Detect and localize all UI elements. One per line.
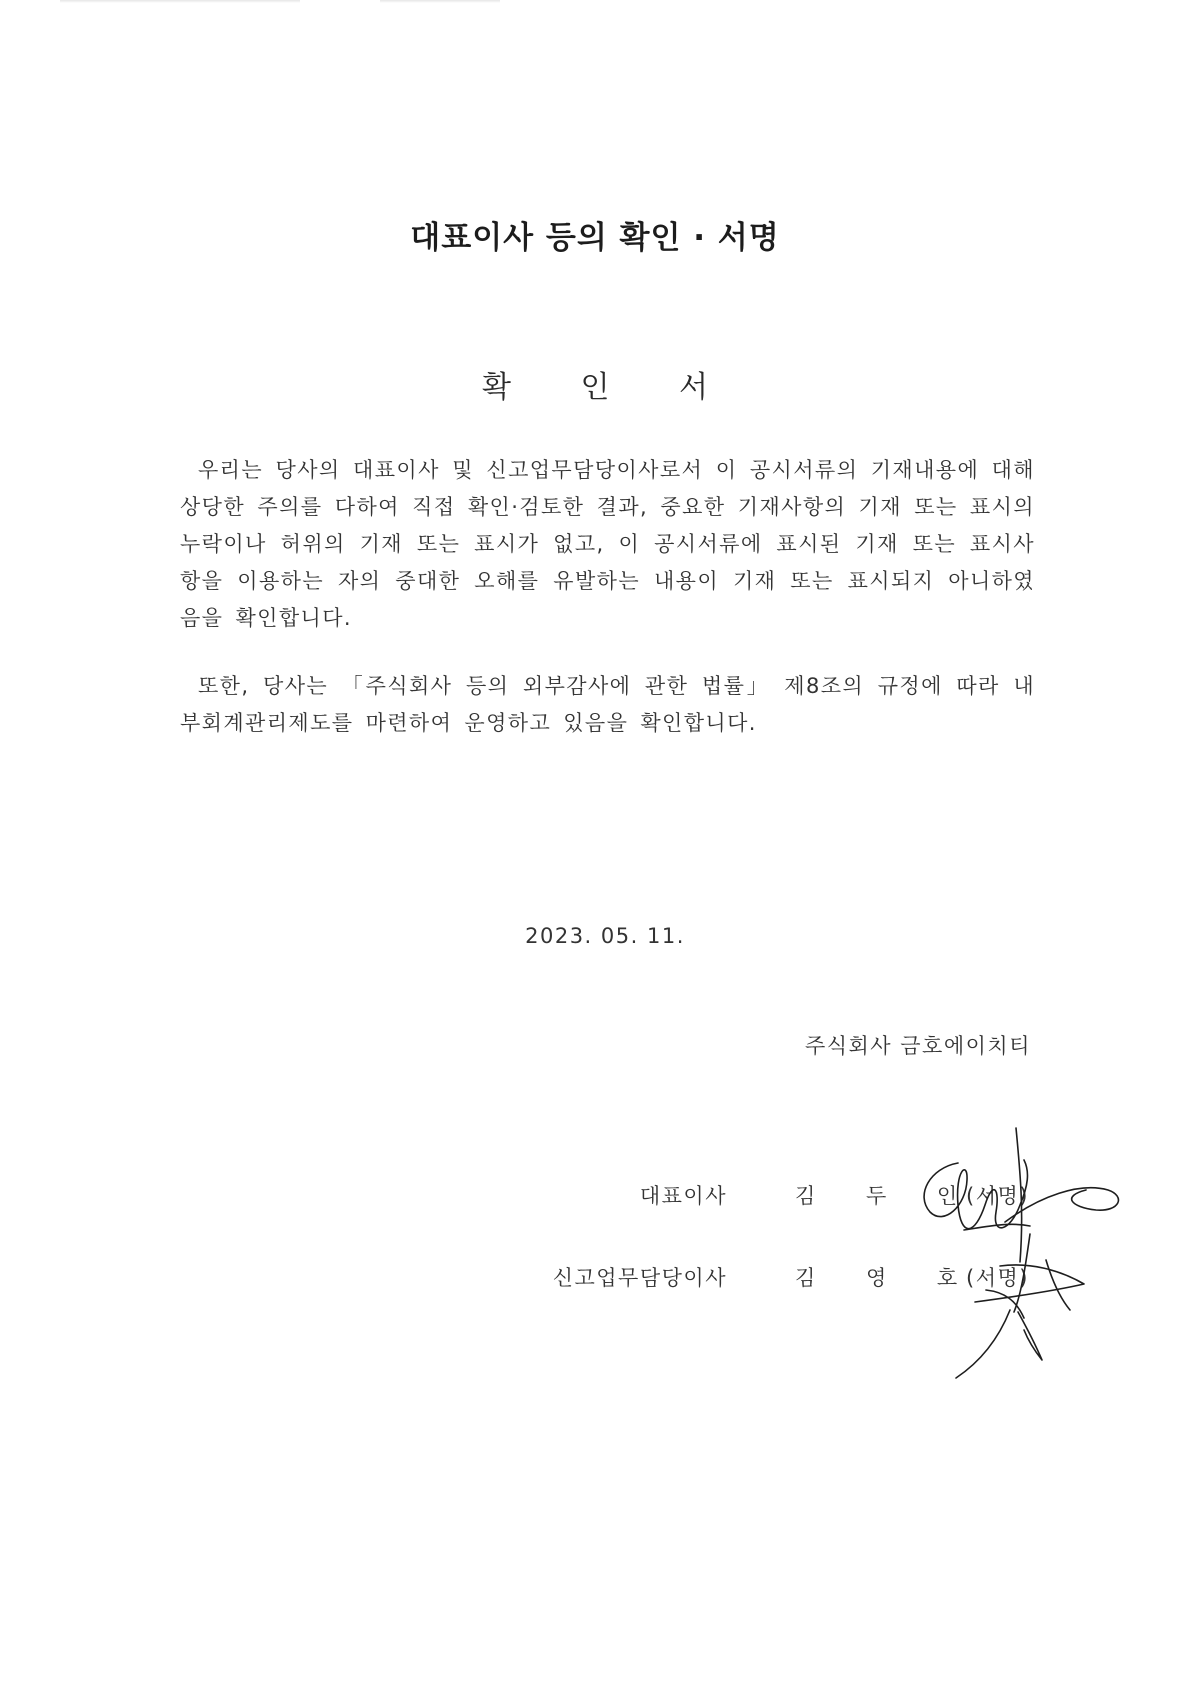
signature-mark-label: (서명)	[966, 1184, 1029, 1208]
scan-edge-mark	[60, 0, 300, 3]
signatory-title: 신고업무담당이사	[552, 1266, 727, 1290]
signatory-name: 김 두 인	[795, 1184, 980, 1208]
signature-mark-label: (서명)	[966, 1266, 1029, 1290]
company-name: 주식회사 금호에이치티	[804, 1034, 1031, 1058]
internal-control-paragraph: 또한, 당사는 「주식회사 등의 외부감사에 관한 법률」 제8조의 규정에 따라 내부회계관리제도를 마련하여 운영하고 있음을 확인합니다.	[180, 674, 1035, 735]
signatory-row-ceo	[0, 1180, 1190, 1220]
document-heading: 확 인 서	[481, 370, 738, 405]
signatory-name: 김 영 호	[795, 1266, 980, 1290]
scan-edge-mark	[380, 0, 500, 3]
document-date: 2023. 05. 11.	[525, 924, 685, 948]
page-title: 대표이사 등의 확인 · 서명	[410, 220, 780, 256]
signatory-row-disclosure-officer	[0, 1262, 1190, 1302]
signatory-title: 대표이사	[639, 1184, 727, 1208]
disclosure-officer-signature	[956, 1234, 1084, 1378]
confirmation-paragraph: 우리는 당사의 대표이사 및 신고업무담당이사로서 이 공시서류의 기재내용에 대해 상당한 주의를 다하여 직접 확인·검토한 결과, 중요한 기재사항의 기재 또는 표시의 누락이나 허위의 기재 또는 표시가 없고, 이 공시서류에 표시된 기재 또는 표시사항을 이용하는 자의 중대한 오해를 유발하는 내용이 기재 또는 표시되지 아니하였음을 확인합니다.	[180, 458, 1035, 630]
